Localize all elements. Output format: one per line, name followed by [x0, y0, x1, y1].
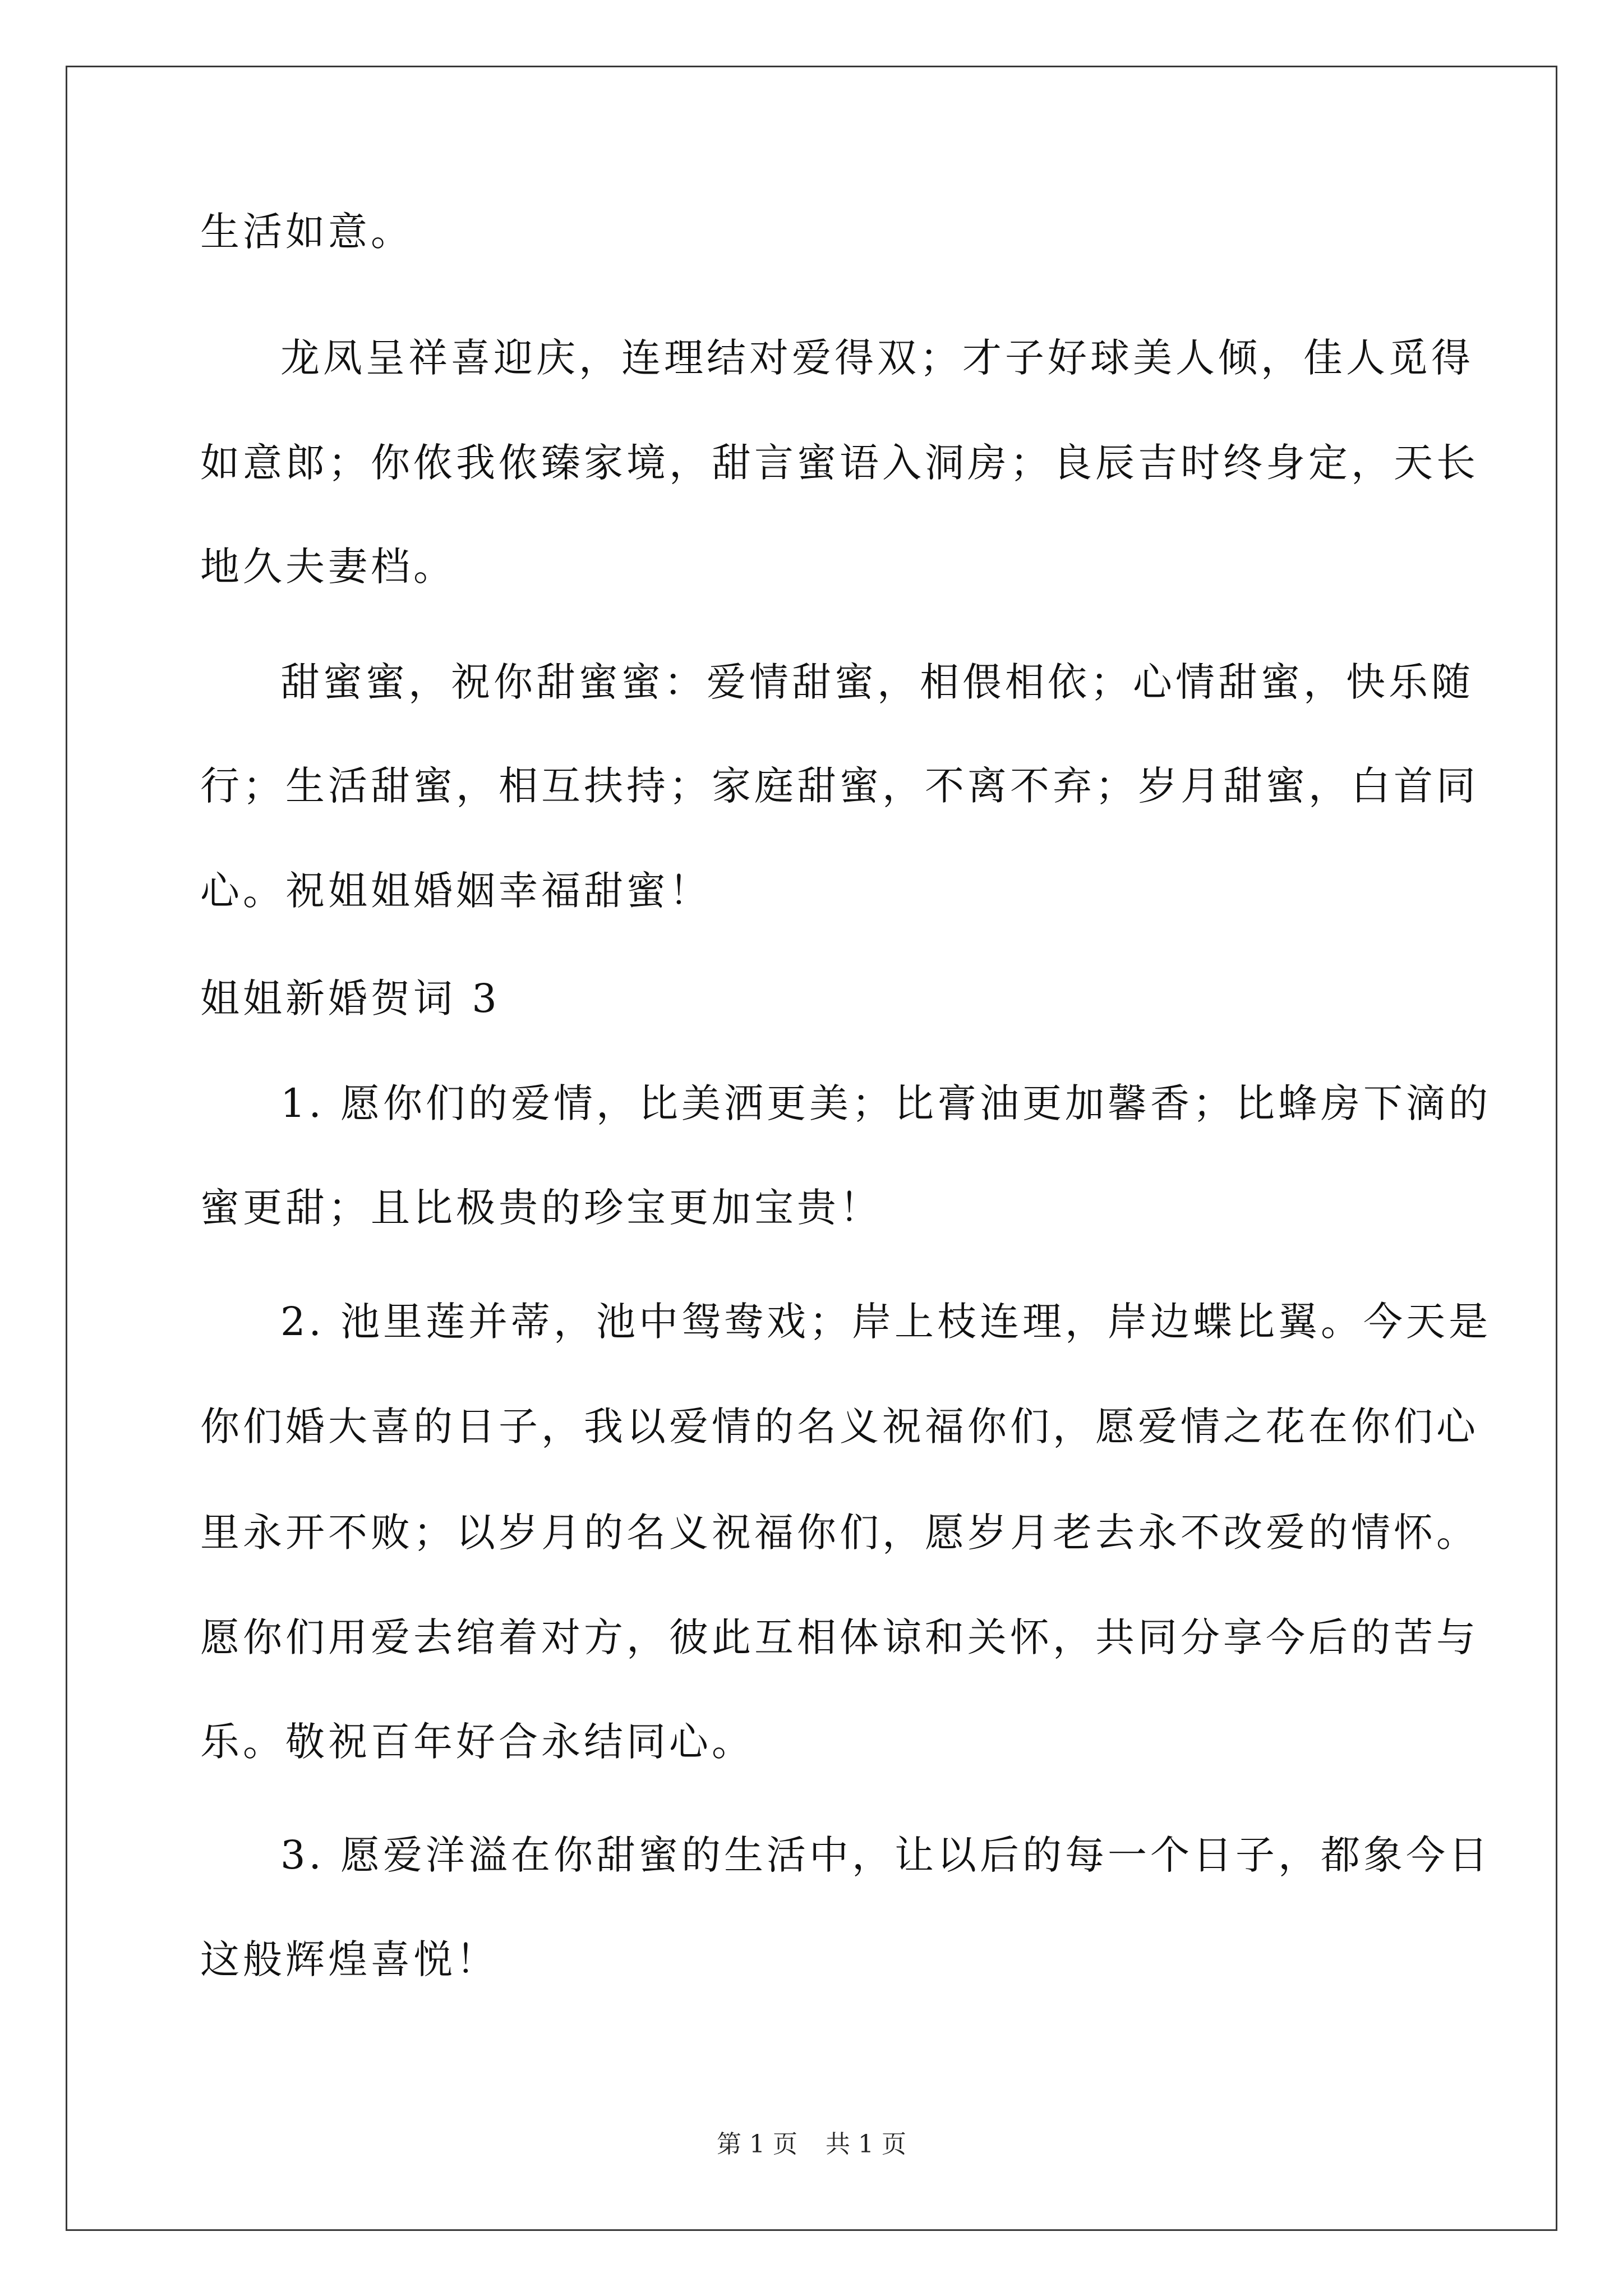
paragraph-line: 里永开不败；以岁月的名义祝福你们，愿岁月老去永不改爱的情怀。 [200, 1510, 1479, 1556]
paragraph-line: 龙凤呈祥喜迎庆，连理结对爱得双；才子好球美人倾，佳人觅得 [280, 335, 1474, 381]
paragraph-line: 生活如意。 [200, 209, 413, 255]
paragraph-line: 地久夫妻档。 [200, 544, 456, 590]
page-number-total: 共 1 页 [826, 2130, 906, 2159]
paragraph-line: 3. 愿爱洋溢在你甜蜜的生活中，让以后的每一个日子，都象今日 [280, 1832, 1492, 1878]
paragraph-line: 你们婚大喜的日子，我以爱情的名义祝福你们，愿爱情之花在你们心 [200, 1404, 1479, 1450]
section-heading: 姐姐新婚贺词 3 [200, 976, 500, 1022]
page-footer [0, 2129, 1623, 2160]
paragraph-line: 这般辉煌喜悦！ [200, 1936, 499, 1982]
page-border [66, 66, 1557, 2231]
paragraph-line: 2. 池里莲并蒂，池中鸳鸯戏；岸上枝连理，岸边蝶比翼。今天是 [280, 1299, 1492, 1345]
paragraph-line: 行；生活甜蜜，相互扶持；家庭甜蜜，不离不弃；岁月甜蜜，白首同 [200, 763, 1479, 809]
paragraph-line: 甜蜜蜜，祝你甜蜜蜜：爱情甜蜜，相偎相依；心情甜蜜，快乐随 [280, 659, 1474, 705]
paragraph-line: 乐。敬祝百年好合永结同心。 [200, 1719, 754, 1765]
paragraph-line: 如意郎；你侬我侬臻家境，甜言蜜语入洞房；良辰吉时终身定，天长 [200, 440, 1479, 486]
paragraph-line: 1. 愿你们的爱情，比美洒更美；比膏油更加馨香；比蜂房下滴的 [280, 1080, 1492, 1126]
page-number-current: 第 1 页 [717, 2130, 797, 2159]
paragraph-line: 愿你们用爱去绾着对方，彼此互相体谅和关怀，共同分享今后的苦与 [200, 1614, 1479, 1660]
paragraph-line: 心。祝姐姐婚姻幸福甜蜜！ [200, 868, 712, 914]
paragraph-line: 蜜更甜；且比极贵的珍宝更加宝贵！ [200, 1185, 882, 1231]
